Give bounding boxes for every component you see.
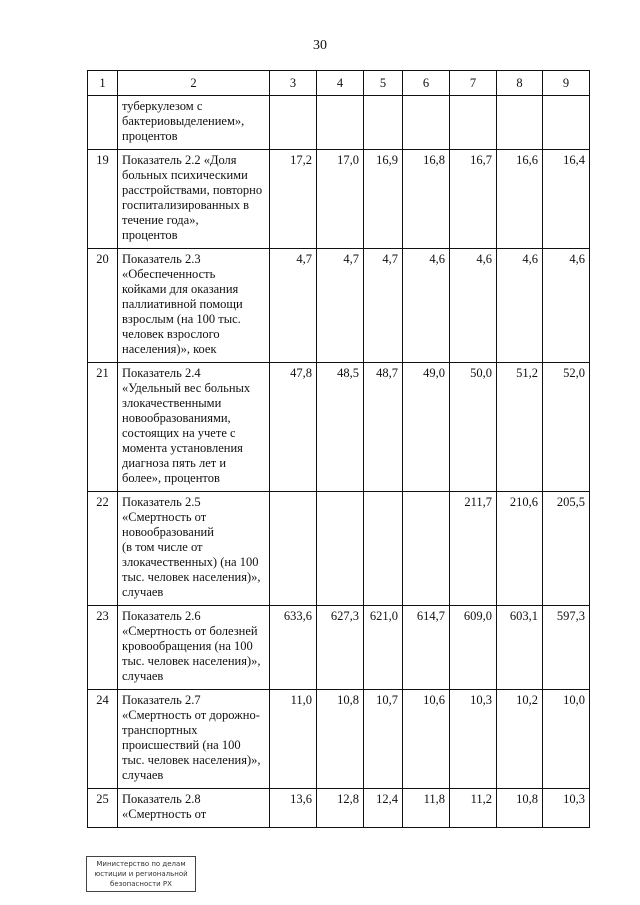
description-line: течение года», (122, 213, 199, 227)
value-cell: 10,8 (317, 690, 364, 789)
value-cell: 4,6 (403, 249, 450, 363)
value-cell: 17,2 (270, 150, 317, 249)
stamp-line: Министерство по делам (96, 860, 186, 868)
value-cell: 12,4 (364, 789, 403, 828)
value-cell: 609,0 (450, 606, 497, 690)
table-row (88, 690, 590, 789)
value-cell: 16,6 (497, 150, 543, 249)
description-line: (в том числе от (122, 540, 203, 554)
value-cell: 16,9 (364, 150, 403, 249)
column-header: 8 (497, 71, 543, 96)
row-number: 25 (88, 789, 118, 828)
value-cell: 16,8 (403, 150, 450, 249)
description-line: новообразований (122, 525, 214, 539)
description-line: процентов (122, 129, 178, 143)
indicators-table (87, 70, 590, 828)
description-line: диагноза пять лет и (122, 456, 227, 470)
value-cell: 10,8 (497, 789, 543, 828)
value-cell: 16,4 (543, 150, 590, 249)
description-line: злокачественными (122, 396, 222, 410)
value-cell: 597,3 (543, 606, 590, 690)
description-line: Показатель 2.8 (122, 792, 201, 806)
value-cell (364, 492, 403, 606)
value-cell: 49,0 (403, 363, 450, 492)
value-cell: 4,7 (270, 249, 317, 363)
description-line: случаев (122, 585, 164, 599)
value-cell: 47,8 (270, 363, 317, 492)
table-row (88, 249, 590, 363)
official-stamp (86, 856, 196, 892)
description-line: более», процентов (122, 471, 220, 485)
description-line: Показатель 2.6 (122, 609, 201, 623)
value-cell: 11,2 (450, 789, 497, 828)
description-line: Показатель 2.3 (122, 252, 201, 266)
row-number: 20 (88, 249, 118, 363)
description-line: «Смертность от дорожно- (122, 708, 260, 722)
value-cell (317, 492, 364, 606)
value-cell (450, 96, 497, 150)
value-cell: 11,0 (270, 690, 317, 789)
description-line: «Обеспеченность (122, 267, 216, 281)
indicator-description (118, 249, 270, 363)
page-number: 30 (313, 38, 327, 53)
column-header: 3 (270, 71, 317, 96)
column-header: 5 (364, 71, 403, 96)
table-row (88, 606, 590, 690)
value-cell: 13,6 (270, 789, 317, 828)
row-number: 21 (88, 363, 118, 492)
stamp-line: безопасности РХ (110, 880, 172, 888)
row-number: 23 (88, 606, 118, 690)
value-cell: 51,2 (497, 363, 543, 492)
description-line: тыс. человек населения)», (122, 753, 261, 767)
row-number: 22 (88, 492, 118, 606)
table-header-row (88, 71, 590, 96)
description-line: койками для оказания (122, 282, 239, 296)
description-line: «Смертность от болезней (122, 624, 258, 638)
table-row (88, 789, 590, 828)
description-line: тыс. человек населения)», (122, 570, 261, 584)
value-cell: 4,7 (364, 249, 403, 363)
column-header: 9 (543, 71, 590, 96)
value-cell: 4,6 (543, 249, 590, 363)
value-cell: 621,0 (364, 606, 403, 690)
description-line: тыс. человек населения)», (122, 654, 261, 668)
value-cell: 12,8 (317, 789, 364, 828)
value-cell: 48,5 (317, 363, 364, 492)
description-line: транспортных (122, 723, 198, 737)
description-line: случаев (122, 768, 164, 782)
indicator-description (118, 150, 270, 249)
description-line: Показатель 2.2 «Доля (122, 153, 237, 167)
value-cell: 10,7 (364, 690, 403, 789)
value-cell: 52,0 (543, 363, 590, 492)
value-cell: 17,0 (317, 150, 364, 249)
value-cell: 10,2 (497, 690, 543, 789)
description-line: населения)», коек (122, 342, 217, 356)
value-cell (270, 492, 317, 606)
value-cell: 4,7 (317, 249, 364, 363)
table-row (88, 150, 590, 249)
description-line: больных психическими (122, 168, 248, 182)
indicator-description (118, 606, 270, 690)
value-cell: 11,8 (403, 789, 450, 828)
description-line: Показатель 2.5 (122, 495, 201, 509)
value-cell: 211,7 (450, 492, 497, 606)
column-header: 2 (118, 71, 270, 96)
value-cell: 48,7 (364, 363, 403, 492)
description-line: бактериовыделением», (122, 114, 245, 128)
column-header: 1 (88, 71, 118, 96)
description-line: «Удельный вес больных (122, 381, 251, 395)
value-cell: 4,6 (497, 249, 543, 363)
description-line: «Смертность от (122, 510, 207, 524)
value-cell (497, 96, 543, 150)
value-cell: 627,3 (317, 606, 364, 690)
indicator-description (118, 363, 270, 492)
description-line: состоящих на учете с (122, 426, 236, 440)
table-row (88, 96, 590, 150)
value-cell: 10,3 (543, 789, 590, 828)
column-header: 7 (450, 71, 497, 96)
indicator-description (118, 96, 270, 150)
value-cell (403, 96, 450, 150)
value-cell: 4,6 (450, 249, 497, 363)
description-line: случаев (122, 669, 164, 683)
value-cell (403, 492, 450, 606)
description-line: «Смертность от (122, 807, 207, 821)
row-number: 19 (88, 150, 118, 249)
description-line: кровообращения (на 100 (122, 639, 253, 653)
value-cell: 205,5 (543, 492, 590, 606)
column-header: 6 (403, 71, 450, 96)
description-line: госпитализированных в (122, 198, 249, 212)
value-cell (364, 96, 403, 150)
description-line: расстройствами, повторно (122, 183, 263, 197)
stamp-line: юстиции и региональной (94, 870, 188, 878)
row-number: 24 (88, 690, 118, 789)
value-cell (543, 96, 590, 150)
indicator-description (118, 690, 270, 789)
value-cell: 10,3 (450, 690, 497, 789)
value-cell: 10,0 (543, 690, 590, 789)
description-line: момента установления (122, 441, 243, 455)
table-row (88, 363, 590, 492)
value-cell: 50,0 (450, 363, 497, 492)
description-line: злокачественных) (на 100 (122, 555, 259, 569)
indicator-description (118, 492, 270, 606)
value-cell: 16,7 (450, 150, 497, 249)
value-cell: 603,1 (497, 606, 543, 690)
value-cell (270, 96, 317, 150)
column-header: 4 (317, 71, 364, 96)
indicator-description (118, 789, 270, 828)
value-cell: 210,6 (497, 492, 543, 606)
description-line: происшествий (на 100 (122, 738, 241, 752)
description-line: человек взрослого (122, 327, 220, 341)
value-cell: 633,6 (270, 606, 317, 690)
description-line: процентов (122, 228, 178, 242)
value-cell: 614,7 (403, 606, 450, 690)
table-row (88, 492, 590, 606)
description-line: паллиативной помощи (122, 297, 243, 311)
description-line: Показатель 2.7 (122, 693, 201, 707)
description-line: новообразованиями, (122, 411, 231, 425)
value-cell: 10,6 (403, 690, 450, 789)
row-number (88, 96, 118, 150)
description-line: Показатель 2.4 (122, 366, 201, 380)
description-line: туберкулезом с (122, 99, 203, 113)
value-cell (317, 96, 364, 150)
description-line: взрослым (на 100 тыс. (122, 312, 241, 326)
